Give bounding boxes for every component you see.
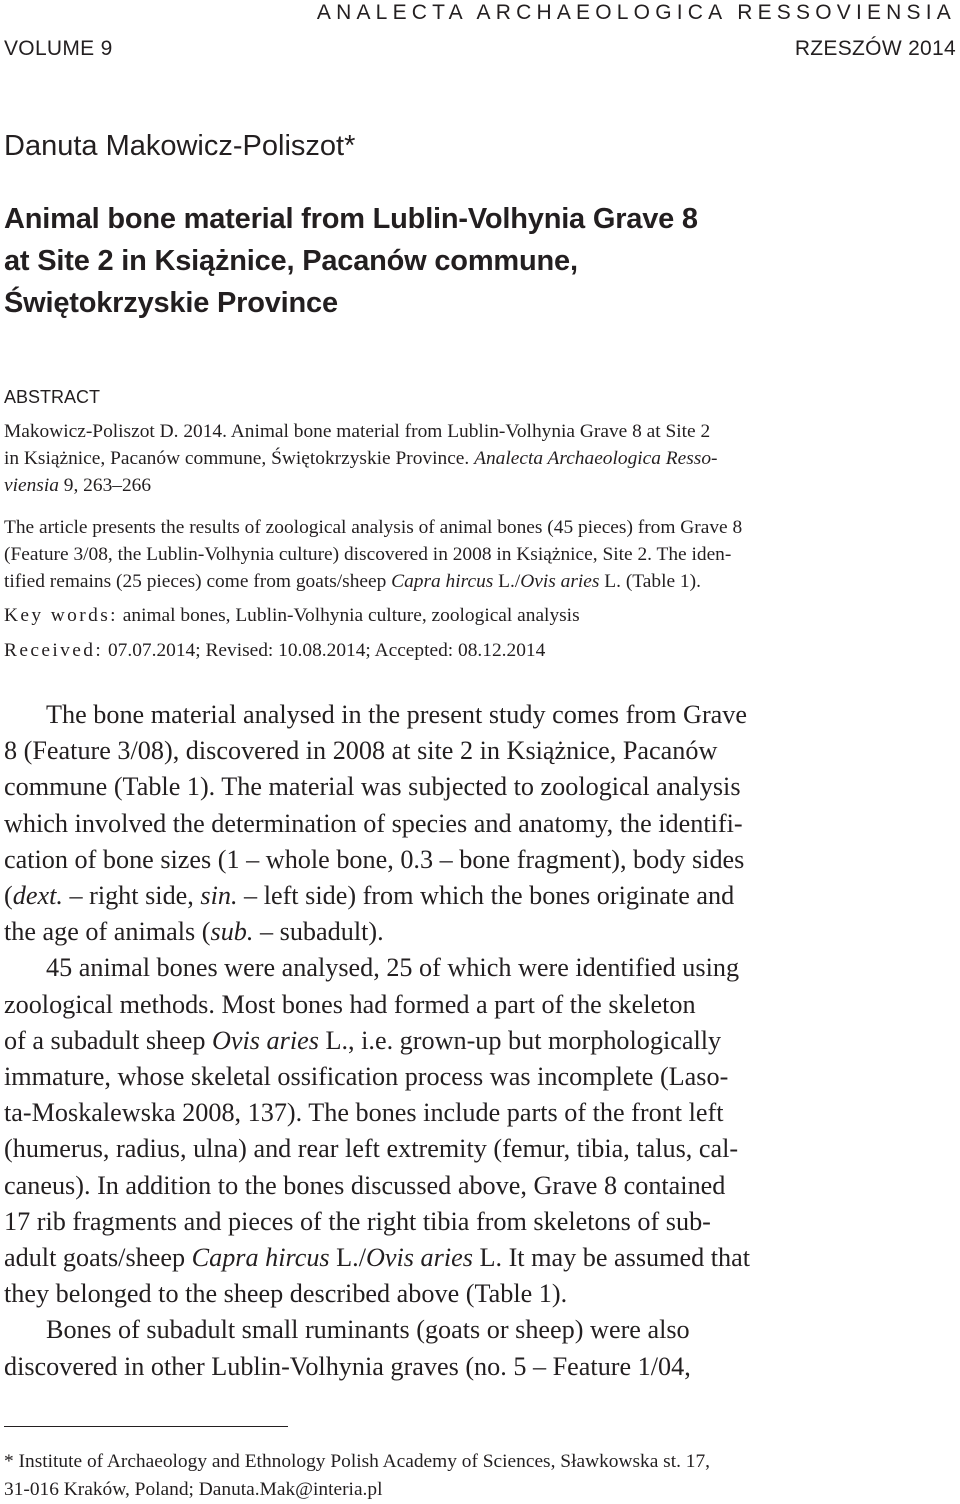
text-run: L., i.e. grown-up but morphologically [318,1025,722,1055]
text-line: commune (Table 1). The material was subjected to zoological analysis [4,772,741,802]
text-line: caneus). In addition to the bones discussed above, Grave 8 contained [4,1170,726,1200]
dates-text: 07.07.2014; Revised: 10.08.2014; Accepted: 08.12.2014 [103,640,546,661]
text-line [4,878,956,914]
text-line: immature, whose skeletal ossification process was incomplete (Laso- [4,1062,729,1092]
place-year: RZESZÓW 2014 [794,37,956,60]
species-name-italic: Ovis aries [520,571,600,592]
text-line: 45 animal bones were analysed, 25 of which were identified using [46,953,740,983]
text-line [4,1023,956,1059]
author-name: Danuta Makowicz-Poliszot* [4,130,356,162]
text-line: discovered in other Lublin-Volhynia graves (no. 5 – Feature 1/04, [4,1351,691,1381]
received-label: Received: [4,640,104,661]
abbreviation-italic: sin. [200,881,238,911]
abbreviation-italic: sub. [210,917,254,947]
received-dates [4,637,956,664]
keywords-list: animal bones, Lublin-Volhynia culture, zoological analysis [117,605,580,626]
abstract-summary [4,514,956,595]
title-line: Animal bone material from Lublin-Volhynia Grave 8 [4,203,698,235]
journal-title-italic: Analecta Archaeologica Resso- [474,448,718,469]
text-line: which involved the determination of species and anatomy, the identifi- [4,808,743,838]
abstract-heading: ABSTRACT [4,387,101,407]
text-line: Makowicz-Poliszot D. 2014. Animal bone material from Lublin-Volhynia Grave 8 at Site 2 [4,421,711,442]
text-line: cation of bone sizes (1 – whole bone, 0.3 – bone fragment), body sides [4,844,745,874]
text-line: 8 (Feature 3/08), discovered in 2008 at site 2 in Książnice, Pacanów [4,736,718,766]
species-name-italic: Capra hircus [391,571,494,592]
text-line: zoological methods. Most bones had formed a part of the skeleton [4,989,696,1019]
text-run: – right side, [62,881,201,911]
keywords-label: Key words: [4,605,118,626]
text-run: L./ [493,571,521,592]
text-run: L. It may be assumed that [472,1243,751,1273]
text-run: adult goats/sheep [4,1243,192,1273]
text-run: in Książnice, Pacanów commune, Świętokrzyskie Province. [4,448,475,469]
text-line [4,637,956,664]
volume-number: VOLUME 9 [4,37,113,60]
text-run: of a subadult sheep [4,1025,212,1055]
journal-title-italic: viensia [4,475,59,496]
text-line: 31-016 Kraków, Poland; Danuta.Mak@interia.pl [4,1479,383,1500]
text-line: The article presents the results of zoological analysis of animal bones (45 pieces) from Grave 8 [4,517,743,538]
text-run: L. (Table 1). [599,571,701,592]
abbreviation-italic: dext. [12,881,63,911]
text-run: 9, 263–266 [58,475,152,496]
species-name-italic: Ovis aries [212,1025,319,1055]
text-line: ta-Moskalewska 2008, 137). The bones include parts of the front left [4,1098,724,1128]
species-name-italic: Ovis aries [366,1243,473,1273]
title-line: Świętokrzyskie Province [4,287,338,319]
species-name-italic: Capra hircus [191,1243,330,1273]
abstract-citation [4,418,956,499]
author-affiliation-footnote [4,1448,956,1504]
text-run: the age of animals ( [4,917,211,947]
text-line [4,472,956,499]
text-run: – subadult). [253,917,384,947]
text-line [4,914,956,950]
text-line [4,445,956,472]
text-run: L./ [329,1243,366,1273]
text-line [4,568,956,595]
article-title [4,198,698,324]
body-text [4,697,956,1385]
keywords [4,602,956,629]
text-line: * Institute of Archaeology and Ethnology Polish Academy of Sciences, Sławkowska st. 17, [4,1451,711,1472]
text-line: (humerus, radius, ulna) and rear left extremity (femur, tibia, talus, cal- [4,1134,739,1164]
text-line [4,1240,956,1276]
footnote-divider [4,1426,288,1427]
text-line: (Feature 3/08, the Lublin-Volhynia culture) discovered in 2008 in Książnice, Site 2. The iden- [4,544,732,565]
text-run: – left side) from which the bones originate and [237,881,735,911]
text-line: they belonged to the sheep described above (Table 1). [4,1279,568,1309]
text-line: The bone material analysed in the present study comes from Grave [46,700,748,729]
text-run: ( [4,881,13,911]
text-run: tified remains (25 pieces) come from goats/sheep [4,571,392,592]
text-line [4,602,956,629]
text-line: 17 rib fragments and pieces of the right tibia from skeletons of sub- [4,1206,711,1236]
title-line: at Site 2 in Książnice, Pacanów commune, [4,245,578,277]
text-line: Bones of subadult small ruminants (goats or sheep) were also [46,1315,690,1345]
journal-name: ANALECTA ARCHAEOLOGICA RESSOVIENSIA [316,1,956,24]
